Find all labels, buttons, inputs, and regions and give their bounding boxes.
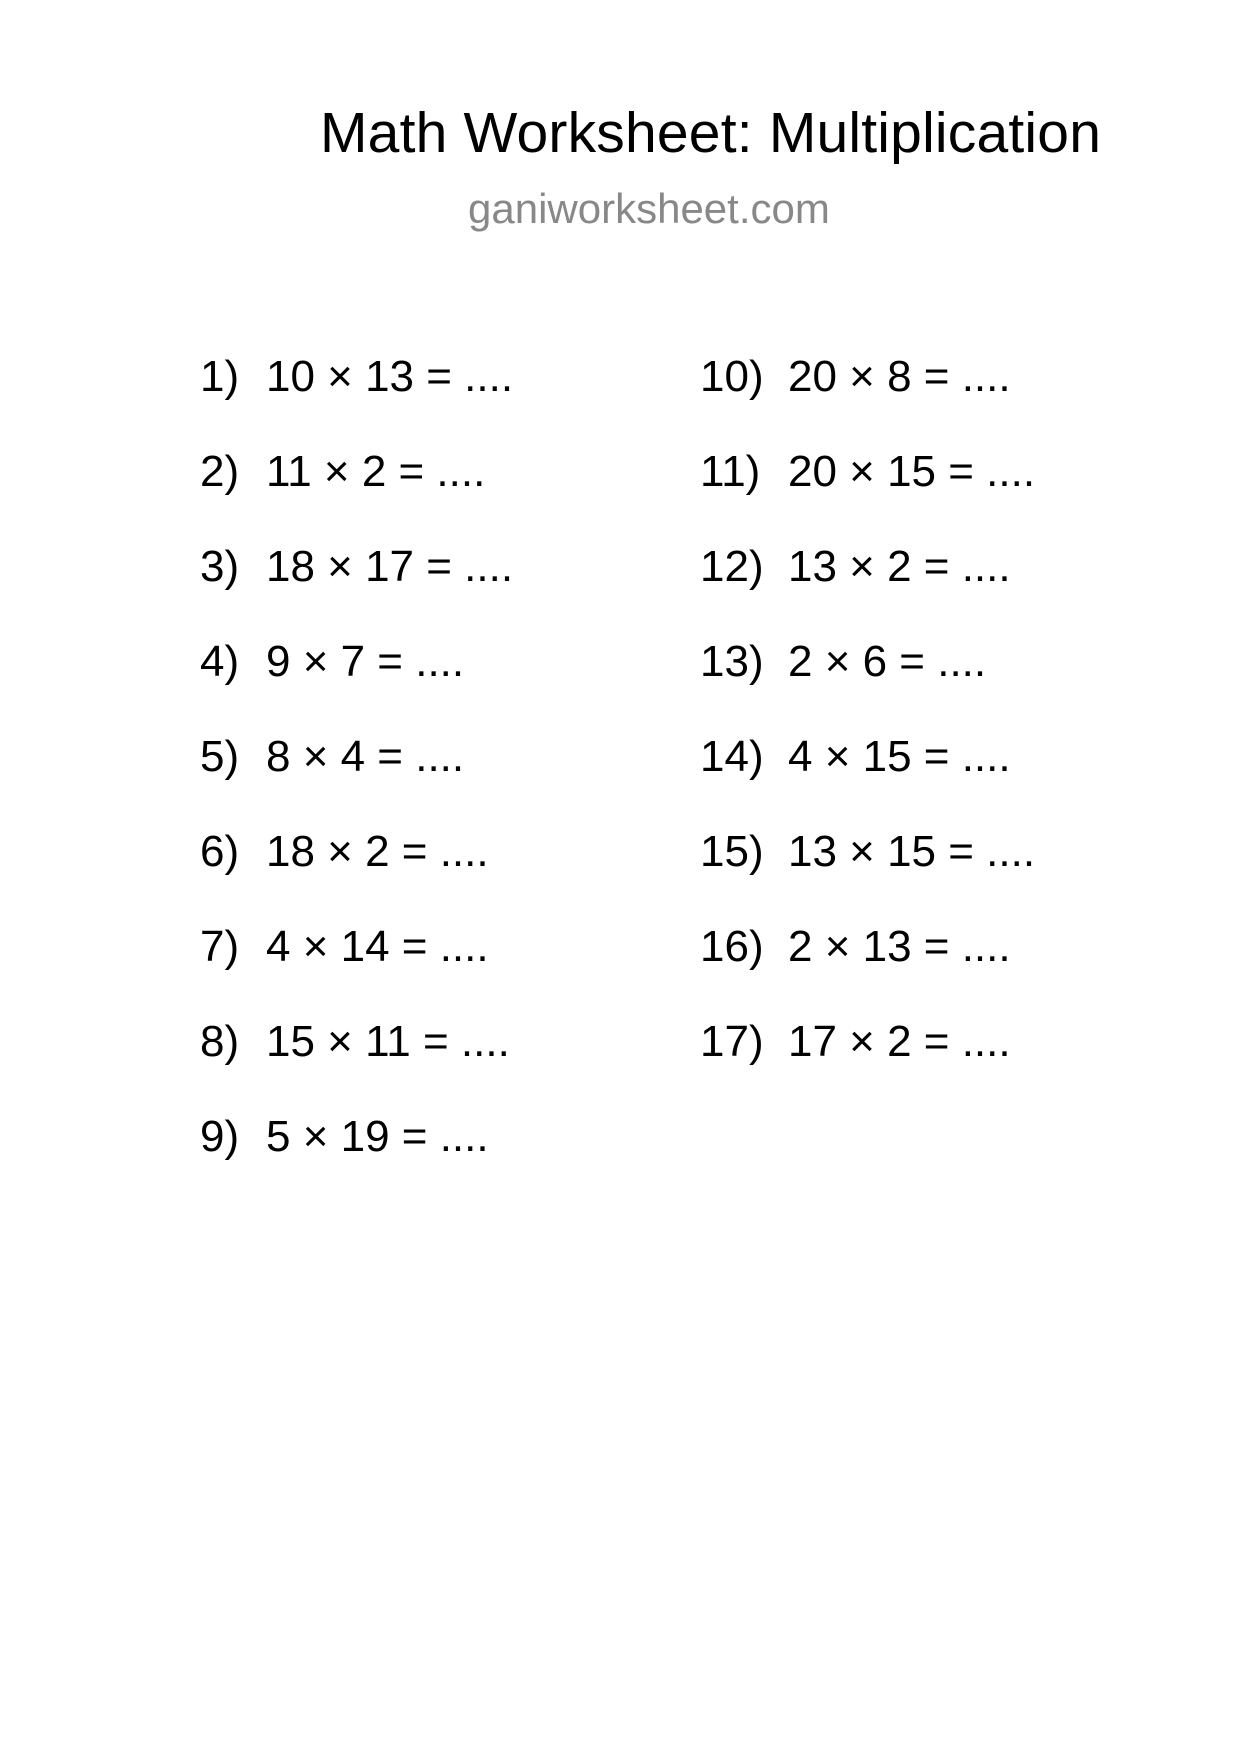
problem-expression: 15 × 11 = .... <box>266 1017 510 1066</box>
problem-expression: 18 × 2 = .... <box>266 827 489 876</box>
problem-item <box>200 922 513 1017</box>
problem-number: 7) <box>200 922 240 971</box>
problem-expression: 10 × 13 = .... <box>266 352 514 401</box>
problem-expression: 4 × 15 = .... <box>788 732 1011 781</box>
problem-item <box>700 1017 1035 1112</box>
problem-number: 6) <box>200 827 240 876</box>
problem-number: 10) <box>700 352 764 401</box>
problem-item <box>200 542 513 637</box>
problem-item <box>700 637 1035 732</box>
problem-number: 14) <box>700 732 764 781</box>
problem-expression: 2 × 6 = .... <box>788 637 987 686</box>
problem-number: 5) <box>200 732 240 781</box>
problem-number: 2) <box>200 447 240 496</box>
problem-number: 1) <box>200 352 240 401</box>
problem-expression: 5 × 19 = .... <box>266 1112 489 1161</box>
problem-number: 15) <box>700 827 764 876</box>
problem-item <box>200 352 513 447</box>
problem-number: 16) <box>700 922 764 971</box>
problem-number: 11) <box>700 447 761 496</box>
problem-expression: 9 × 7 = .... <box>266 637 465 686</box>
problem-item <box>700 732 1035 827</box>
problem-number: 13) <box>700 637 764 686</box>
problem-number: 17) <box>700 1017 764 1066</box>
problem-number: 3) <box>200 542 240 591</box>
problem-expression: 20 × 8 = .... <box>788 352 1011 401</box>
problem-item <box>200 1112 513 1207</box>
problem-item <box>200 1017 513 1112</box>
problem-item <box>200 447 513 542</box>
problem-number: 12) <box>700 542 764 591</box>
problem-expression: 8 × 4 = .... <box>266 732 465 781</box>
problem-item <box>700 922 1035 1017</box>
site-url: ganiworksheet.com <box>468 185 830 232</box>
problem-number: 8) <box>200 1017 240 1066</box>
problem-item <box>200 732 513 827</box>
problem-item <box>700 542 1035 637</box>
problem-item <box>700 447 1035 542</box>
problem-list-right <box>700 352 1035 1112</box>
problem-item <box>700 827 1035 922</box>
problem-expression: 18 × 17 = .... <box>266 542 514 591</box>
problem-item <box>700 352 1035 447</box>
problem-expression: 13 × 2 = .... <box>788 542 1011 591</box>
problem-list-left <box>200 352 513 1207</box>
problem-expression: 2 × 13 = .... <box>788 922 1011 971</box>
problem-expression: 13 × 15 = .... <box>788 827 1036 876</box>
problem-item <box>200 637 513 732</box>
page-title: Math Worksheet: Multiplication <box>320 101 1102 165</box>
problem-number: 4) <box>200 637 240 686</box>
problem-expression: 20 × 15 = .... <box>788 447 1036 496</box>
problem-expression: 17 × 2 = .... <box>788 1017 1011 1066</box>
problem-number: 9) <box>200 1112 240 1161</box>
problem-expression: 11 × 2 = .... <box>266 447 486 496</box>
problem-expression: 4 × 14 = .... <box>266 922 489 971</box>
problem-item <box>200 827 513 922</box>
